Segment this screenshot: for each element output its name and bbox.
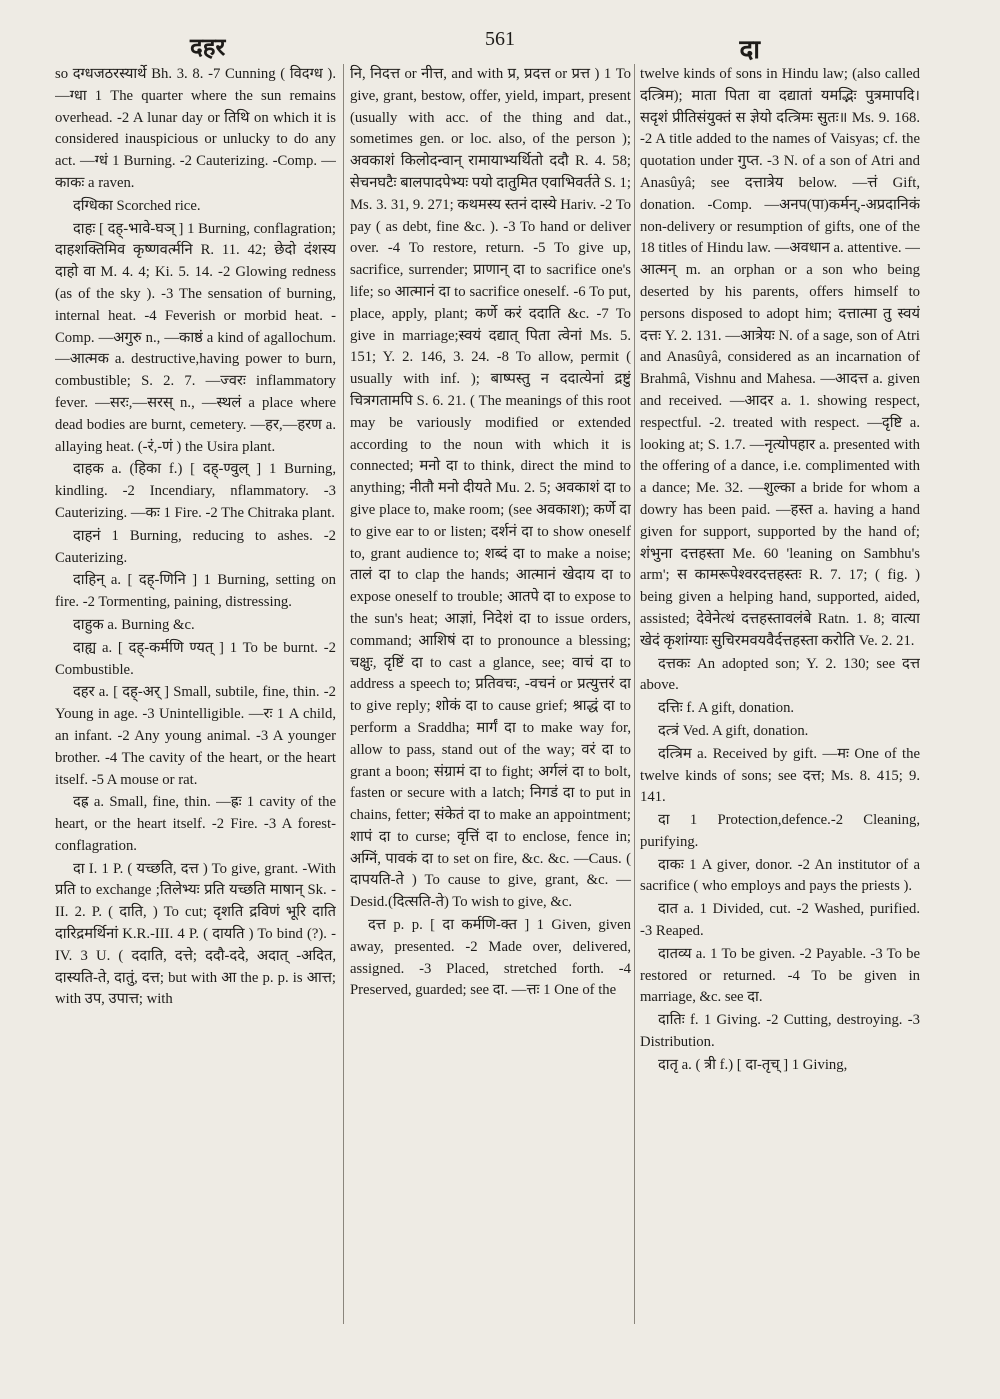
entry: दत्त्रं Ved. A gift, donation. [658,722,809,739]
entry: दाहुक a. Burning &c. [73,616,195,633]
entry: दग्धिका Scorched rice. [73,197,201,214]
column-3 [640,64,920,1324]
entry: दत्तकः An adopted son; Y. 2. 130; see दत्त above. [640,655,920,694]
entry: so दग्धजठरस्यार्थे Bh. 3. 8. -7 Cunning ( विदग्ध ). —ग्धा 1 The quarter where the sun remains overhead. -2 A lunar day or तिथि on which it is considered inauspicious or unlucky to do any act. —ग्धं 1 Burning. -2 Cauterizing. -Comp. —काकः a raven. [55,66,336,191]
page-header [40,24,960,64]
entry: नि, निदत्त or नीत्त, and with प्र, प्रदत्त or प्रत्त ) 1 To give, grant, bestow, offer, yield, impart, present (usually with acc. of the thing and dat., sometimes gen. or loc. also, of the person ); अवकाशं किलोदन्वान् रामायाभ्यर्थितो ददौ R. 4. 58; सेचनघटैः बालपादपेभ्यः पयो दातुमित एवाभिवर्तते S. 1; Ms. 3. 31, 9. 271; कथमस्य स्तनं दास्ये Hariv. -2 To pay ( as debt, fine &c. ). -3 To hand or deliver over. -4 To restore, return. -5 To give up, sacrifice, surrender; प्राणान् दा to sacrifice one's life; so आत्मानं दा to sacrifice oneself. -6 To put, place, apply, plant; कर्णे करं ददाति &c. -7 To give in marriage;स्वयं दद्यात् पिता त्वेनां Ms. 5. 151; Y. 2. 146, 3. 24. -8 To allow, permit ( usually with inf. ); बाष्पस्तु न ददात्येनां द्रष्टुं चित्रगतामपि S. 6. 21. ( The meanings of this root may be variously modified or extended according to the noun with which it is connected; मनो दा to think, direct the mind to anything; नीतौ मनो दीयते Mu. 2. 5; अवकाशं दा to give place to, make room; (see अवकाश); कर्णे दा to give ear to or listen; दर्शनं दा to show oneself to, grant audience to; शब्दं दा to make a noise; तालं दा to clap the hands; आत्मानं खेदाय दा to expose oneself to trouble; आतपे दा to expose to the sun's heat; आज्ञां, निदेशं दा to issue orders, command; आशिषं दा to pronounce a blessing; चक्षुः, दृष्टिं दा to cast a glance, see; वाचं दा to address a speech to; प्रतिवचः, -वचनं or प्रत्युत्तरं दा to give reply; शोकं दा to cause grief; श्राद्धं दा to perform a Sraddha; मार्गं दा to make way for, allow to pass, stand out of the way; वरं दा to grant a boon; संग्रामं दा to fight; अर्गलं दा to bolt, fasten or secure with a latch; निगडं दा to put in chains, fetter; संकेतं दा to make an appointment; शापं दा to curse; वृत्तिं दा to enclose, fence in; अग्निं, पावकं दा to set on fire, &c. &c. —Caus. ( दापयति-ते ) To cause to give, grant, &c. —Desid.(दित्सति-ते) To wish to give, &c. [350,66,631,911]
entry: दात a. 1 Divided, cut. -2 Washed, purified. -3 Reaped. [640,901,920,940]
entry: दाहः [ दह्-भावे-घञ् ] 1 Burning, conflagration; दाहशक्तिमिव कृष्णवर्त्मनि R. 11. 42; छेदो दंशस्य दाहो वा M. 4. 4; Ki. 5. 14. -2 Glowing redness (as of the sky ). -3 The sensation of burning, internal heat. -4 Feverish or morbid heat. -Comp. —अगुरु n., —काष्ठं a kind of agallochum.—आत्मक a. destructive,having power to burn, combustible; S. 2. 7. —ज्वरः inflammatory fever. —सरः,—सरस् n., —स्थलं a place where dead bodies are burnt, cemetery. —हर,—हरण a. allaying heat. (-रं,-णं ) the Usira plant. [55,220,336,455]
column-2 [350,64,631,1324]
entry: दत्तिः f. A gift, donation. [658,700,795,717]
entry: दहर a. [ दह्-अर् ] Small, subtile, fine, thin. -2 Young in age. -3 Unintelligible. —रः 1 A child, an infant. -2 Any young animal. -3 A younger brother. -4 The cavity of the heart, or the heart itself. -5 A mouse or rat. [55,684,336,788]
entry: दाकः 1 A giver, donor. -2 An institutor of a sacrifice ( who employs and pays the priests ). [640,856,920,895]
entry: दत्त्रिम a. Received by gift. —मः One of the twelve kinds of sons; see दत्त; Ms. 8. 415; 9. 141. [640,745,920,806]
entry: दा 1 Protection,defence.-2 Cleaning, purifying. [640,812,920,850]
entry: दाहिन् a. [ दह्-णिनि ] 1 Burning, setting on fire. -2 Tormenting, paining, distressing. [55,572,336,611]
entry: दाह्य a. [ दह्-कर्मणि ण्यत् ] 1 To be burnt. -2 Combustible. [55,639,336,678]
column-1 [55,64,336,1324]
entry: twelve kinds of sons in Hindu law; (also called दत्त्रिम); माता पिता वा दद्यातां यमद्भिः पुत्रमापदि। सदृशं प्रीतिसंयुक्तं स ज्ञेयो दत्त्रिमः सुतः॥ Ms. 9. 168. -2 A title added to the names of Vaisyas; cf. the quotation under गुप्त. -3 N. of a son of Atri and Anasûyâ; see दत्तात्रेय below. —त्तं Gift, donation. -Comp. —अनप(पा)कर्मन्,-अप्रदानिकं non-delivery or resumption of gifts, one of the 18 titles of Hindu law. —अवधान a. attentive. —आत्मन् m. an orphan or a son who being deserted by his parents, offers himself to persons disposed to adopt him; दत्तात्मा तु स्वयं दत्तः Y. 2. 131. —आत्रेयः N. of a sage, son of Atri and Anasûyâ, considered as an incarnation of Brahmâ, Vishnu and Mahesa. —आदत्त a. given and received. —आदर a. 1. showing respect, respectful. -2. treated with respect. —दृष्टि a. looking at; S. 1.7. —नृत्योपहार a. presented with the offering of a dance, i.e. complimented with a dance; Me. 32. —शुल्का a bride for whom a dowry has been paid. —हस्त a. having a hand given for support, supported by the hand of; शंभुना दत्तहस्ता Me. 60 'leaning on Sambhu's arm'; स कामरूपेश्वरदत्तहस्तः R. 7. 17; ( fig. ) being given a helping hand, supported, aided, assisted; देवेनेत्थं दत्तहस्तावलंबे Ratn. 1. 8; वात्या खेदं कृशांग्याः सुचिरमवयवैर्दत्तहस्ता करोति Ve. 2. 21. [640,66,920,649]
entry: दा I. 1 P. ( यच्छति, दत्त ) To give, grant. -With प्रति to exchange ;तिलेभ्यः प्रति यच्छति माषान् Sk. -II. 2. P. ( दाति, ) To cut; दृशति द्रविणं भूरि दाति दारिद्रमर्थिनां K.R.-III. 4 P. ( दायति ) To bind (?). -IV. 3 U. ( ददाति, दत्ते; ददौ-ददे, अदात् -अदित, दास्यति-ते, दातुं, दत्त; but with आ the p. p. is आत्त; with उप, उपात्त; with [55,860,336,1008]
entry: दातव्य a. 1 To be given. -2 Payable. -3 To be restored or returned. -4 To be given in marriage, &c. see दा. [640,945,920,1006]
entry: दत्त p. p. [ दा कर्मणि-क्त ] 1 Given, given away, presented. -2 Made over, delivered, assigned. -3 Placed, stretched forth. -4 Preserved, guarded; see दा. —त्तः 1 One of the [350,917,631,999]
entry: दातिः f. 1 Giving. -2 Cutting, destroying. -3 Distribution. [640,1012,920,1051]
column-divider [634,64,635,1324]
entry: दातृ a. ( त्री f.) [ दा-तृच् ] 1 Giving, [658,1056,848,1073]
right-guide-word: दा [739,35,760,65]
page-number: 561 [485,28,515,50]
left-guide-word: दहर [190,33,226,61]
column-divider [343,64,344,1324]
entry: दह्र a. Small, fine, thin. —ह्रः 1 cavity of the heart, or the heart itself. -2 Fire. -3 A forest-conflagration. [55,794,336,854]
entry: दाहनं 1 Burning, reducing to ashes. -2 Cauterizing. [55,527,336,566]
entry: दाहक a. (हिका f.) [ दह्-ण्वुल् ] 1 Burning, kindling. -2 Incendiary, nflammatory. -3 Cauterizing. —कः 1 Fire. -2 The Chitraka plant. [55,461,336,521]
